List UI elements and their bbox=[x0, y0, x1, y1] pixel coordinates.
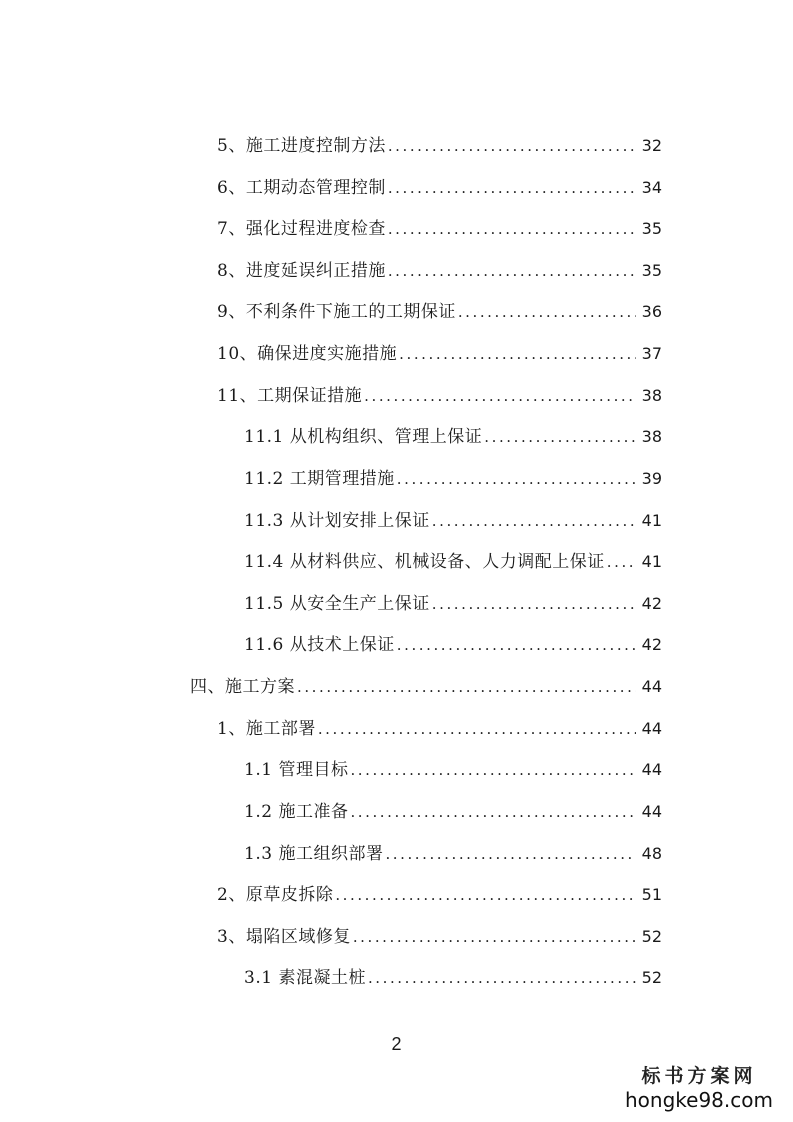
toc-entry[interactable] bbox=[244, 800, 662, 824]
toc-entry-title: 四、施工方案 bbox=[190, 677, 295, 697]
toc-leader-dots bbox=[386, 259, 636, 283]
toc-leader-dots bbox=[386, 217, 636, 241]
toc-entry-page: 44 bbox=[641, 719, 662, 738]
toc-entry-page: 32 bbox=[641, 136, 662, 155]
toc-leader-dots bbox=[383, 842, 636, 866]
toc-entry-title: 9、不利条件下施工的工期保证 bbox=[217, 302, 456, 322]
toc-entry-page: 34 bbox=[641, 178, 662, 197]
toc-entry-page: 44 bbox=[641, 760, 662, 779]
toc-entry-title: 2、原草皮拆除 bbox=[217, 885, 334, 905]
toc-entry-page: 42 bbox=[641, 594, 662, 613]
toc-entry[interactable] bbox=[244, 758, 662, 782]
toc-entry-title: 1.2 施工准备 bbox=[244, 802, 349, 822]
toc-entry[interactable] bbox=[217, 384, 662, 408]
toc-entry-page: 48 bbox=[641, 844, 662, 863]
toc-entry-title: 1、施工部署 bbox=[217, 719, 316, 739]
toc-leader-dots bbox=[333, 883, 636, 907]
toc-entry[interactable] bbox=[217, 259, 662, 283]
toc-entry-title: 10、确保进度实施措施 bbox=[217, 344, 398, 364]
toc-entry-title: 1.3 施工组织部署 bbox=[244, 844, 384, 864]
toc-entry[interactable] bbox=[217, 217, 662, 241]
toc-entry[interactable] bbox=[244, 966, 662, 990]
toc-entry-page: 35 bbox=[641, 219, 662, 238]
toc-leader-dots bbox=[430, 509, 636, 533]
toc-leader-dots bbox=[386, 176, 636, 200]
toc-entry[interactable] bbox=[244, 842, 662, 866]
toc-entry[interactable] bbox=[244, 592, 662, 616]
toc-leader-dots bbox=[395, 633, 636, 657]
toc-entry-page: 37 bbox=[641, 344, 662, 363]
toc-leader-dots bbox=[348, 758, 636, 782]
toc-entry-page: 41 bbox=[641, 511, 662, 530]
toc-entry-page: 44 bbox=[641, 677, 662, 696]
toc-leader-dots bbox=[366, 966, 636, 990]
toc-entry-page: 38 bbox=[641, 386, 662, 405]
toc-leader-dots bbox=[295, 675, 636, 699]
toc-entry[interactable] bbox=[217, 717, 662, 741]
toc-leader-dots bbox=[482, 425, 636, 449]
toc-entry-title: 3、塌陷区域修复 bbox=[217, 927, 351, 947]
toc-entry-page: 35 bbox=[641, 261, 662, 280]
toc-leader-dots bbox=[348, 800, 636, 824]
toc-leader-dots bbox=[362, 384, 636, 408]
toc-entry-title: 11、工期保证措施 bbox=[217, 386, 363, 406]
toc-leader-dots bbox=[395, 467, 636, 491]
toc-entry[interactable] bbox=[217, 134, 662, 158]
toc-entry-page: 52 bbox=[641, 968, 662, 987]
toc-leader-dots bbox=[386, 134, 636, 158]
toc-entry-page: 41 bbox=[641, 552, 662, 571]
toc-entry-title: 5、施工进度控制方法 bbox=[217, 136, 386, 156]
toc-entry-title: 7、强化过程进度检查 bbox=[217, 219, 386, 239]
toc-entry-page: 44 bbox=[641, 802, 662, 821]
toc-entry-title: 11.6 从技术上保证 bbox=[244, 635, 395, 655]
toc-entry[interactable] bbox=[217, 925, 662, 949]
toc-entry-title: 8、进度延误纠正措施 bbox=[217, 261, 386, 281]
toc-entry-page: 36 bbox=[641, 302, 662, 321]
toc-entry[interactable] bbox=[244, 509, 662, 533]
toc-entry[interactable] bbox=[217, 342, 662, 366]
toc-leader-dots bbox=[351, 925, 636, 949]
toc-entry[interactable] bbox=[244, 633, 662, 657]
toc-entry-title: 11.5 从安全生产上保证 bbox=[244, 594, 430, 614]
watermark-url: hongke98.com bbox=[625, 1088, 773, 1112]
toc-leader-dots bbox=[456, 300, 636, 324]
toc-entry-title: 11.2 工期管理措施 bbox=[244, 469, 395, 489]
toc-entry-title: 1.1 管理目标 bbox=[244, 760, 349, 780]
toc-entry-title: 11.1 从机构组织、管理上保证 bbox=[244, 427, 483, 447]
toc-entry-title: 6、工期动态管理控制 bbox=[217, 178, 386, 198]
toc-leader-dots bbox=[397, 342, 636, 366]
toc-entry-title: 11.3 从计划安排上保证 bbox=[244, 511, 430, 531]
toc-entry[interactable] bbox=[244, 550, 662, 574]
toc-entry[interactable] bbox=[244, 467, 662, 491]
toc-entry-page: 38 bbox=[641, 427, 662, 446]
toc-leader-dots bbox=[430, 592, 636, 616]
watermark bbox=[619, 1064, 779, 1112]
toc-entry-page: 51 bbox=[641, 885, 662, 904]
toc-entry[interactable] bbox=[244, 425, 662, 449]
toc-entry-title: 11.4 从材料供应、机械设备、人力调配上保证 bbox=[244, 552, 605, 572]
toc-entry-page: 42 bbox=[641, 635, 662, 654]
toc-entry[interactable] bbox=[217, 300, 662, 324]
toc-entry-page: 39 bbox=[641, 469, 662, 488]
toc-leader-dots bbox=[605, 550, 636, 574]
toc-entry-page: 52 bbox=[641, 927, 662, 946]
toc-entry[interactable] bbox=[217, 883, 662, 907]
watermark-site-name: 标书方案网 bbox=[641, 1065, 757, 1087]
toc-entry[interactable] bbox=[190, 675, 662, 699]
toc-entry-title: 3.1 素混凝土桩 bbox=[244, 968, 366, 988]
toc-leader-dots bbox=[316, 717, 636, 741]
page-number: 2 bbox=[391, 1034, 402, 1054]
toc-entry[interactable] bbox=[217, 176, 662, 200]
